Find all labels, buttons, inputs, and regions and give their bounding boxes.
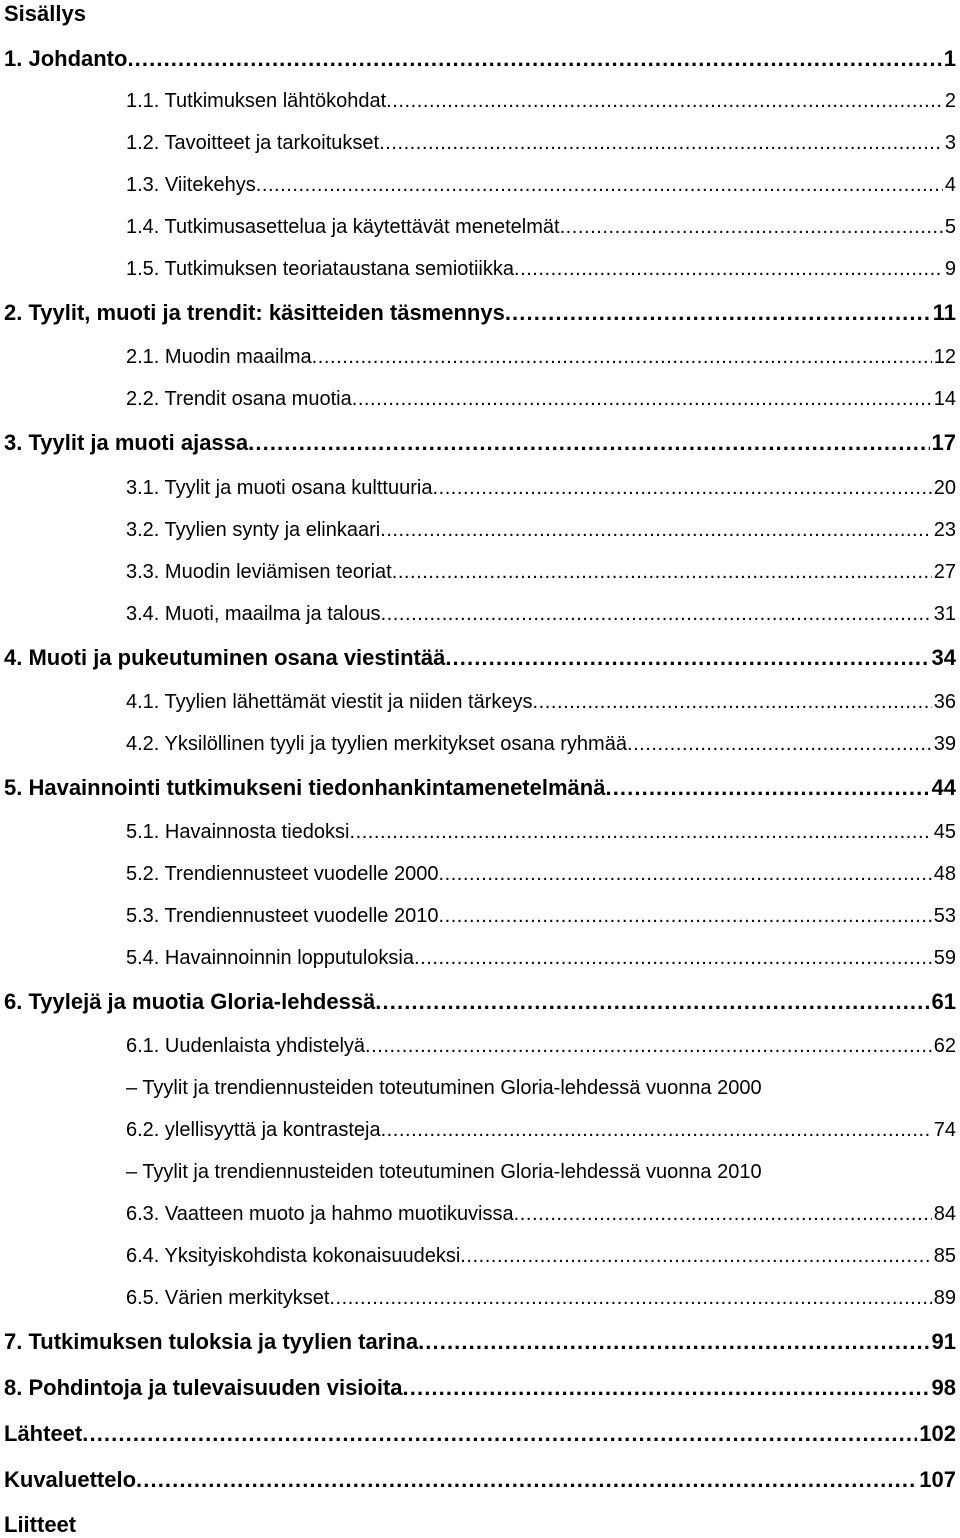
toc-entry-label: 1.2. Tavoitteet ja tarkoitukset [126,132,380,154]
toc-entry-page: 85 [933,1245,956,1267]
toc-entry-label: 3.4. Muoti, maailma ja talous [126,603,381,625]
toc-entry-label: 6.2. ylellisyyttä ja kontrasteja [126,1119,381,1141]
dot-leader [386,90,943,113]
toc-entry-label: 2. Tyylit, muoti ja trendit: käsitteiden täsmennys [4,300,505,325]
toc-entry-page: 84 [933,1203,956,1225]
toc-entry-label: 5.1. Havainnosta tiedoksi [126,821,350,843]
toc-entry-label: 5.4. Havainnoinnin lopputuloksia [126,947,414,969]
toc-entry-5-3[interactable] [0,905,960,935]
toc-entry-2-2[interactable] [0,388,960,418]
toc-entry-1-4[interactable] [0,216,960,246]
dot-leader [627,733,932,756]
toc-entry-label: 7. Tutkimuksen tuloksia ja tyylien tarina [4,1329,419,1354]
toc-entry-1-5[interactable] [0,258,960,288]
toc-entry-label: 4.2. Yksilöllinen tyyli ja tyylien merkitykset osana ryhmää [126,733,627,755]
toc-entry-kuvaluettelo[interactable] [0,1467,960,1497]
toc-entry-4[interactable] [0,645,960,675]
dot-leader [375,989,929,1015]
toc-entry-3-2[interactable] [0,519,960,549]
dot-leader [438,863,931,886]
dot-leader [414,947,932,970]
toc-entry-label: 4. Muoti ja pukeutuminen osana viestintää [4,645,446,670]
toc-entry-lahteet[interactable] [0,1421,960,1451]
toc-entry-page: 36 [933,691,956,713]
toc-entry-label: 5. Havainnointi tutkimukseni tiedonhankintamenetelmänä [4,775,606,800]
toc-entry-label: 6.5. Värien merkitykset [126,1287,330,1309]
toc-entry-label: Kuvaluettelo [4,1467,137,1492]
toc-entry-label: 8. Pohdintoja ja tulevaisuuden visioita [4,1375,403,1400]
toc-subnote-2000: – Tyylit ja trendiennusteiden toteutuminen Gloria-lehdessä vuonna 2000 [126,1077,762,1099]
toc-entry-page: 107 [919,1467,956,1492]
toc-entry-page: 4 [944,174,956,196]
toc-entry-label: 2.2. Trendit osana muotia [126,388,352,410]
dot-leader [82,1421,917,1447]
dot-leader [392,561,932,584]
toc-entry-6-4[interactable] [0,1245,960,1275]
toc-entry-2[interactable] [0,300,960,330]
toc-entry-1-3[interactable] [0,174,960,204]
toc-entry-5-1[interactable] [0,821,960,851]
toc-entry-page: 102 [919,1421,956,1446]
dot-leader [460,1245,931,1268]
toc-entry-page: 11 [932,300,956,325]
toc-entry-3[interactable] [0,430,960,460]
toc-entry-1[interactable] [0,46,960,76]
toc-entry-6-5[interactable] [0,1287,960,1317]
toc-entry-page: 1 [943,46,956,71]
toc-entry-page: 62 [933,1035,956,1057]
toc-entry-page: 48 [933,863,956,885]
toc-entry-label: 6.3. Vaatteen muoto ja hahmo muotikuvissa [126,1203,514,1225]
toc-entry-label: 5.2. Trendiennusteet vuodelle 2000 [126,863,439,885]
toc-title: Sisällys [4,1,86,26]
toc-entry-7[interactable] [0,1329,960,1359]
toc-entry-page: 14 [933,388,956,410]
dot-leader [432,477,931,500]
dot-leader [605,775,929,801]
toc-entry-6-2[interactable] [0,1119,960,1149]
toc-entry-5-4[interactable] [0,947,960,977]
toc-entry-page: 31 [933,603,956,625]
toc-entry-4-1[interactable] [0,691,960,721]
dot-leader [445,645,929,671]
dot-leader [256,174,943,197]
toc-entry-label: 3.1. Tyylit ja muoti osana kulttuuria [126,477,433,499]
dot-leader [380,519,932,542]
toc-entry-label: 1. Johdanto [4,46,128,71]
dot-leader [381,603,932,626]
toc-entry-page: 59 [933,947,956,969]
toc-entry-page: 39 [933,733,956,755]
toc-entry-label: 3.3. Muodin leviämisen teoriat [126,561,392,583]
dot-leader [514,258,943,281]
toc-entry-label: 4.1. Tyylien lähettämät viestit ja niiden tärkeys [126,691,533,713]
dot-leader [438,905,931,928]
dot-leader [560,216,943,239]
toc-entry-page: 45 [933,821,956,843]
toc-entry-3-4[interactable] [0,603,960,633]
toc-entry-page: 74 [933,1119,956,1141]
dot-leader [505,300,931,326]
toc-entry-page: 2 [944,90,956,112]
toc-entry-8[interactable] [0,1375,960,1405]
toc-subnote-2010: – Tyylit ja trendiennusteiden toteutuminen Gloria-lehdessä vuonna 2010 [126,1161,762,1183]
toc-entry-page: 20 [933,477,956,499]
toc-entry-5[interactable] [0,775,960,805]
toc-entry-page: 12 [933,346,956,368]
dot-leader [365,1035,932,1058]
toc-entry-label: 5.3. Trendiennusteet vuodelle 2010 [126,905,439,927]
dot-leader [349,821,931,844]
toc-entry-label: 6.1. Uudenlaista yhdistelyä [126,1035,366,1057]
toc-entry-label: 2.1. Muodin maailma [126,346,312,368]
toc-entry-page: 44 [931,775,956,800]
toc-entry-label: 1.4. Tutkimusasettelua ja käytettävät menetelmät [126,216,560,238]
toc-entry-page: 23 [933,519,956,541]
toc-entry-page: 3 [944,132,956,154]
toc-entry-2-1[interactable] [0,346,960,376]
dot-leader [403,1375,930,1401]
toc-entry-page: 5 [944,216,956,238]
toc-entry-3-1[interactable] [0,477,960,507]
toc-entry-liitteet[interactable]: Liitteet [4,1512,77,1537]
dot-leader [514,1203,932,1226]
dot-leader [127,46,941,72]
toc-entry-6-1[interactable] [0,1035,960,1065]
toc-entry-page: 89 [933,1287,956,1309]
toc-entry-page: 9 [944,258,956,280]
dot-leader [352,388,932,411]
toc-entry-1-1[interactable] [0,90,960,120]
dot-leader [379,132,943,155]
toc-entry-1-2[interactable] [0,132,960,162]
toc-entry-page: 53 [933,905,956,927]
dot-leader [312,346,932,369]
dot-leader [381,1119,932,1142]
toc-entry-label: 1.3. Viitekehys [126,174,256,196]
toc-entry-page: 91 [931,1329,956,1354]
toc-entry-5-2[interactable] [0,863,960,893]
toc-entry-label: 3.2. Tyylien synty ja elinkaari [126,519,381,541]
dot-leader [418,1329,929,1355]
toc-entry-page: 61 [931,989,956,1014]
dot-leader [136,1467,917,1493]
dot-leader [329,1287,931,1310]
toc-entry-label: 6.4. Yksityiskohdista kokonaisuudeksi [126,1245,461,1267]
toc-entry-page: 17 [931,430,956,455]
toc-entry-label: 3. Tyylit ja muoti ajassa [4,430,249,455]
dot-leader [533,691,932,714]
toc-entry-page: 34 [931,645,956,670]
toc-entry-4-2[interactable] [0,733,960,763]
toc-entry-6-3[interactable] [0,1203,960,1233]
toc-entry-page: 27 [933,561,956,583]
toc-entry-6[interactable] [0,989,960,1019]
dot-leader [248,430,929,456]
toc-entry-label: 1.5. Tutkimuksen teoriataustana semiotiikka [126,258,514,280]
toc-entry-page: 98 [931,1375,956,1400]
toc-entry-3-3[interactable] [0,561,960,591]
toc-entry-label: 6. Tyylejä ja muotia Gloria-lehdessä [4,989,376,1014]
toc-entry-label: Lähteet [4,1421,83,1446]
toc-entry-label: 1.1. Tutkimuksen lähtökohdat [126,90,387,112]
